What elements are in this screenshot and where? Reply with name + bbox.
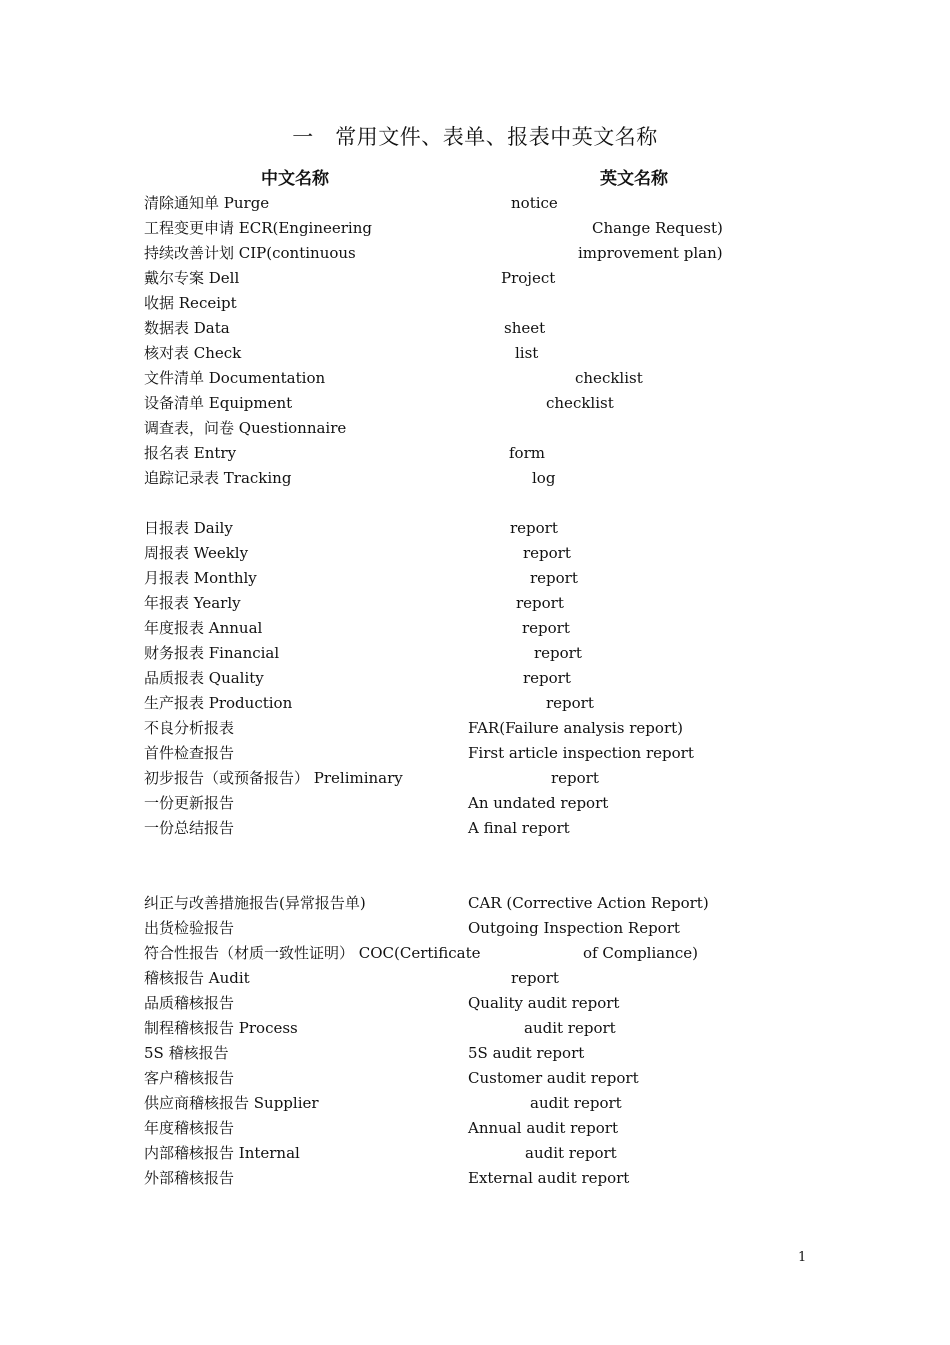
- term-chinese: 品质报表 Quality: [144, 669, 264, 687]
- term-row: [0, 666, 950, 691]
- term-english: report: [516, 594, 564, 612]
- term-row: [0, 1141, 950, 1166]
- page-number: 1: [798, 1250, 807, 1265]
- term-english: audit report: [525, 1144, 617, 1162]
- term-chinese: 戴尔专案 Dell: [144, 269, 240, 287]
- term-chinese: 一份更新报告: [144, 794, 235, 812]
- term-chinese: 稽核报告 Audit: [144, 969, 250, 987]
- term-row: [0, 341, 950, 366]
- term-row: [0, 366, 950, 391]
- term-chinese: 出货检验报告: [144, 919, 235, 937]
- term-chinese: 周报表 Weekly: [144, 544, 249, 562]
- term-row: [0, 291, 950, 316]
- term-chinese: 报名表 Entry: [144, 444, 237, 462]
- term-row: [0, 1041, 950, 1066]
- term-english: log: [532, 469, 556, 487]
- term-row: [0, 766, 950, 791]
- term-english: Customer audit report: [468, 1069, 639, 1087]
- term-row: [0, 966, 950, 991]
- term-english: Annual audit report: [468, 1119, 618, 1137]
- header-english-name: 英文名称: [600, 169, 668, 189]
- term-row: [0, 1166, 950, 1191]
- term-english: Project: [501, 269, 556, 287]
- term-english: External audit report: [468, 1169, 630, 1187]
- term-row: [0, 416, 950, 441]
- term-english: form: [509, 444, 545, 462]
- term-english: A final report: [468, 819, 570, 837]
- term-english: audit report: [524, 1019, 616, 1037]
- term-row: [0, 466, 950, 491]
- term-chinese: 初步报告（或预备报告） Preliminary: [144, 769, 403, 787]
- term-chinese: 核对表 Check: [144, 344, 242, 362]
- term-english: report: [534, 644, 582, 662]
- term-english: report: [510, 519, 558, 537]
- term-chinese: 内部稽核报告 Internal: [144, 1144, 300, 1162]
- term-row: [0, 1091, 950, 1116]
- term-english: report: [523, 544, 571, 562]
- term-row: [0, 616, 950, 641]
- term-row: [0, 916, 950, 941]
- term-english: improvement plan): [578, 244, 723, 262]
- term-chinese: 追踪记录表 Tracking: [144, 469, 292, 487]
- term-row: [0, 191, 950, 216]
- term-row: [0, 391, 950, 416]
- term-english: report: [551, 769, 599, 787]
- term-chinese: 财务报表 Financial: [144, 644, 280, 662]
- term-english: report: [546, 694, 594, 712]
- term-chinese: 一份总结报告: [144, 819, 235, 837]
- term-english: list: [515, 344, 539, 362]
- term-chinese: 设备清单 Equipment: [144, 394, 293, 412]
- term-chinese: 品质稽核报告: [144, 994, 235, 1012]
- term-row: [0, 641, 950, 666]
- term-row: [0, 591, 950, 616]
- term-row: [0, 216, 950, 241]
- term-english: report: [522, 619, 570, 637]
- term-english: checklist: [575, 369, 643, 387]
- term-chinese: 年度报表 Annual: [144, 619, 263, 637]
- term-chinese: 年报表 Yearly: [144, 594, 241, 612]
- term-chinese: 5S 稽核报告: [144, 1044, 229, 1062]
- term-chinese: 外部稽核报告: [144, 1169, 235, 1187]
- term-english: An undated report: [468, 794, 609, 812]
- term-chinese: 持续改善计划 CIP(continuous: [144, 244, 356, 262]
- term-english: report: [530, 569, 578, 587]
- term-chinese: 收据 Receipt: [144, 294, 237, 312]
- term-chinese: 客户稽核报告: [144, 1069, 235, 1087]
- term-english: sheet: [504, 319, 546, 337]
- term-row: [0, 566, 950, 591]
- term-row: [0, 791, 950, 816]
- term-chinese: 制程稽核报告 Process: [144, 1019, 298, 1037]
- term-english: Quality audit report: [468, 994, 620, 1012]
- term-row: [0, 991, 950, 1016]
- term-row: [0, 266, 950, 291]
- term-row: [0, 541, 950, 566]
- term-chinese: 日报表 Daily: [144, 519, 233, 537]
- term-row: [0, 891, 950, 916]
- term-english: Change Request): [592, 219, 723, 237]
- term-row: [0, 816, 950, 841]
- term-english: report: [511, 969, 559, 987]
- term-chinese: 不良分析报表: [144, 719, 235, 737]
- term-row: [0, 516, 950, 541]
- term-chinese: 月报表 Monthly: [144, 569, 257, 587]
- term-chinese: 供应商稽核报告 Supplier: [144, 1094, 319, 1112]
- term-chinese: 年度稽核报告: [144, 1119, 235, 1137]
- term-chinese: 数据表 Data: [144, 319, 230, 337]
- term-english: report: [523, 669, 571, 687]
- term-chinese: 生产报表 Production: [144, 694, 293, 712]
- term-row: [0, 316, 950, 341]
- term-english: Outgoing Inspection Report: [468, 919, 680, 937]
- term-row: [0, 241, 950, 266]
- term-chinese: 符合性报告（材质一致性证明） COC(Certificate: [144, 944, 481, 962]
- term-chinese: 首件检查报告: [144, 744, 235, 762]
- term-english: checklist: [546, 394, 614, 412]
- header-chinese-name: 中文名称: [261, 169, 329, 189]
- term-row: [0, 716, 950, 741]
- term-english: 5S audit report: [468, 1044, 585, 1062]
- term-chinese: 清除通知单 Purge: [144, 194, 270, 212]
- term-english: FAR(Failure analysis report): [468, 719, 683, 737]
- term-row: [0, 441, 950, 466]
- term-row: [0, 1016, 950, 1041]
- term-chinese: 文件清单 Documentation: [144, 369, 326, 387]
- term-english: of Compliance): [583, 944, 699, 962]
- term-chinese: 调查表，问卷 Questionnaire: [144, 419, 347, 437]
- term-chinese: 纠正与改善措施报告(异常报告单): [144, 894, 366, 912]
- term-english: CAR (Corrective Action Report): [468, 894, 709, 912]
- term-english: notice: [511, 194, 558, 212]
- term-row: [0, 741, 950, 766]
- term-row: [0, 1116, 950, 1141]
- page-title: 一 常用文件、表单、报表中英文名称: [292, 125, 658, 149]
- term-english: First article inspection report: [468, 744, 694, 762]
- term-row: [0, 1066, 950, 1091]
- term-row: [0, 691, 950, 716]
- term-row: [0, 941, 950, 966]
- term-chinese: 工程变更申请 ECR(Engineering: [144, 219, 372, 237]
- term-english: audit report: [530, 1094, 622, 1112]
